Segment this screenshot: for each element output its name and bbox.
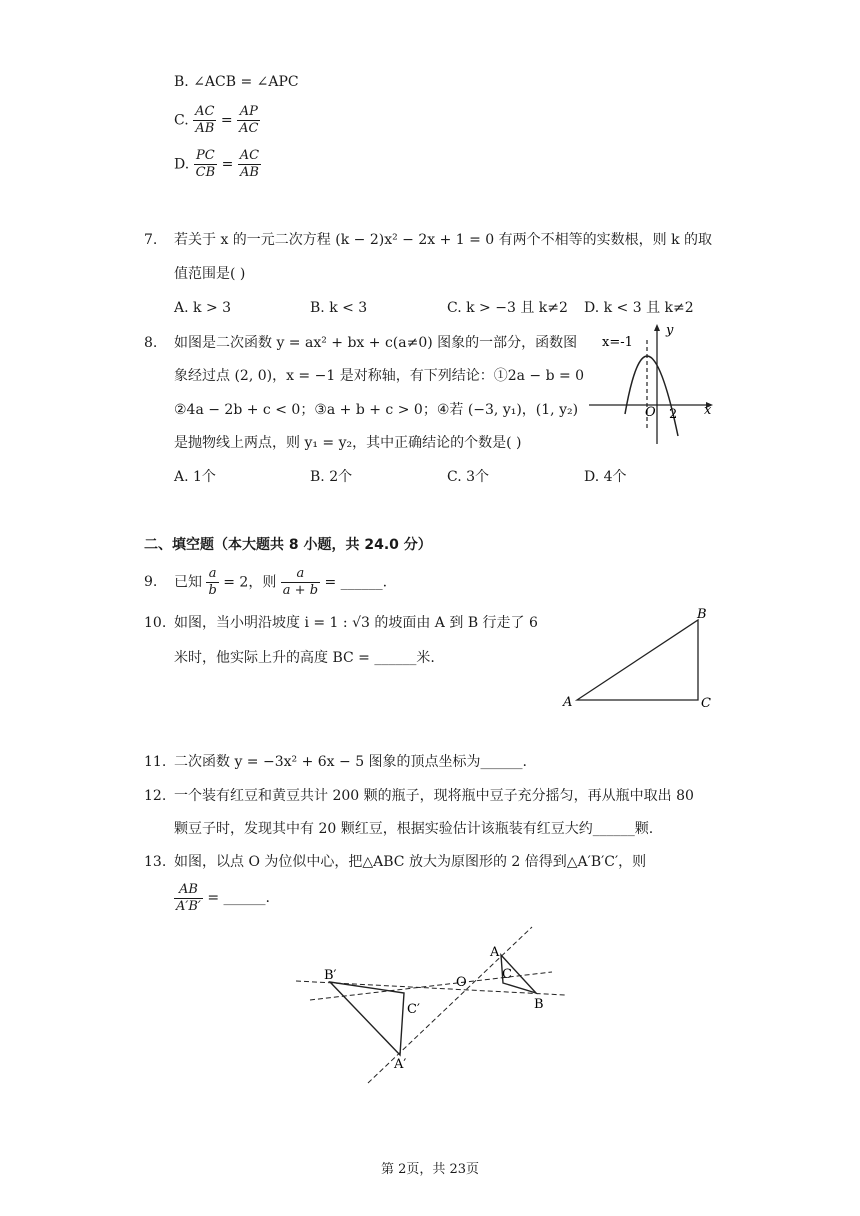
parabola-figure — [585, 318, 720, 448]
fraction: $\frac{AC}{AB}$ — [195, 104, 215, 136]
homothety-figure — [290, 925, 580, 1090]
slope-triangle — [577, 620, 698, 700]
fraction: $\frac{AP}{AC}$ — [239, 104, 259, 136]
q8-line-1: 如图是二次函数 y = ax² + bx + c(a≠0) 图象的一部分，函数图 — [174, 335, 578, 351]
y-axis-label: y — [666, 323, 674, 338]
q9-text: 已知 $\frac{a}{b}$ = 2，则 $\frac{a}{a + b}$ = ______. — [174, 566, 388, 598]
fraction: $\frac{PC}{CB}$ — [195, 148, 216, 180]
q10-number: 10. — [144, 615, 167, 631]
parabola-curve — [625, 356, 678, 436]
dashed-line-aa — [368, 927, 532, 1083]
fraction: $\frac{a}{a + b}$ — [282, 566, 319, 598]
origin-label: O — [645, 405, 656, 420]
q7-line-1: 若关于 x 的一元二次方程 (k − 2)x² − 2x + 1 = 0 有两个不相等的实数根，则 k 的取 — [174, 232, 713, 248]
q12-line-2: 颗豆子时，发现其中有 20 颗红豆，根据实验估计该瓶装有红豆大约______颗. — [174, 821, 654, 837]
y-axis-arrow — [654, 324, 660, 331]
point-a-label: A — [490, 945, 500, 960]
q6-option-d: D. $\frac{PC}{CB}$ = $\frac{AC}{AB}$ — [174, 148, 260, 180]
fraction: $\frac{AC}{AB}$ — [239, 148, 260, 180]
q11-text: 二次函数 y = −3x² + 6x − 5 图象的顶点坐标为______. — [174, 754, 528, 770]
fraction: $\frac{AB}{A'B'}$ — [176, 881, 201, 914]
point-b-label: B — [697, 607, 707, 622]
point-a-prime-label: A′ — [394, 1057, 407, 1072]
q7-option-c: C. k > −3 且 k≠2 — [447, 300, 568, 316]
point-c-prime-label: C′ — [407, 1002, 420, 1017]
q10-line-1: 如图，当小明沿坡度 i = 1 : √3 的坡面由 A 到 B 行走了 6 — [174, 615, 538, 631]
slope-figure — [555, 600, 725, 715]
point-o-label: O — [456, 975, 467, 990]
q8-option-c: C. 3个 — [447, 469, 490, 485]
q7-option-d: D. k < 3 且 k≠2 — [584, 300, 694, 316]
q11-number: 11. — [144, 754, 167, 770]
q7-line-2: 值范围是( ) — [174, 266, 246, 282]
point-a-label: A — [563, 695, 573, 710]
q8-line-2: 象经过点 (2, 0)，x = −1 是对称轴，有下列结论：①2a − b = 0 — [174, 368, 585, 384]
q6-option-b: B. ∠ACB = ∠APC — [174, 74, 299, 90]
point-b-prime-label: B′ — [324, 968, 337, 983]
point-c-label: C — [502, 967, 512, 982]
point-c-label: C — [701, 696, 711, 711]
root-label: 2 — [669, 407, 678, 422]
q8-option-a: A. 1个 — [174, 469, 216, 485]
fraction: $\frac{a}{b}$ — [208, 566, 217, 598]
q12-line-1: 一个装有红豆和黄豆共计 200 颗的瓶子，现将瓶中豆子充分摇匀，再从瓶中取出 80 — [174, 788, 694, 804]
section-title: 二、填空题（本大题共 8 小题，共 24.0 分） — [144, 537, 432, 553]
q10-line-2: 米时，他实际上升的高度 BC = ______米. — [174, 650, 435, 666]
q6-option-c: C. $\frac{AC}{AB}$ = $\frac{AP}{AC}$ — [174, 104, 259, 136]
q12-number: 12. — [144, 788, 167, 804]
point-b-label: B — [534, 997, 544, 1012]
symmetry-label: x=-1 — [602, 335, 633, 350]
q8-option-b: B. 2个 — [310, 469, 353, 485]
page-footer: 第 2页，共 23页 — [380, 1162, 480, 1177]
q8-line-4: 是抛物线上两点，则 y₁ = y₂，其中正确结论的个数是( ) — [174, 435, 522, 451]
x-axis-label: x — [704, 403, 712, 418]
q8-line-3: ②4a − 2b + c < 0；③a + b + c > 0；④若 (−3, y₁)，(1, y₂) — [174, 402, 579, 418]
q7-number: 7. — [144, 232, 158, 248]
q7-option-a: A. k > 3 — [174, 300, 232, 316]
q13-number: 13. — [144, 854, 167, 870]
q8-option-d: D. 4个 — [584, 469, 627, 485]
q13-line-2: $\frac{AB}{A'B'}$ = ______. — [176, 881, 270, 914]
q7-option-b: B. k < 3 — [310, 300, 368, 316]
q13-line-1: 如图，以点 O 为位似中心，把△ABC 放大为原图形的 2 倍得到△A′B′C′，则 — [174, 854, 647, 870]
dashed-line-cc — [310, 972, 552, 1000]
q8-number: 8. — [144, 335, 158, 351]
q9-number: 9. — [144, 574, 158, 590]
